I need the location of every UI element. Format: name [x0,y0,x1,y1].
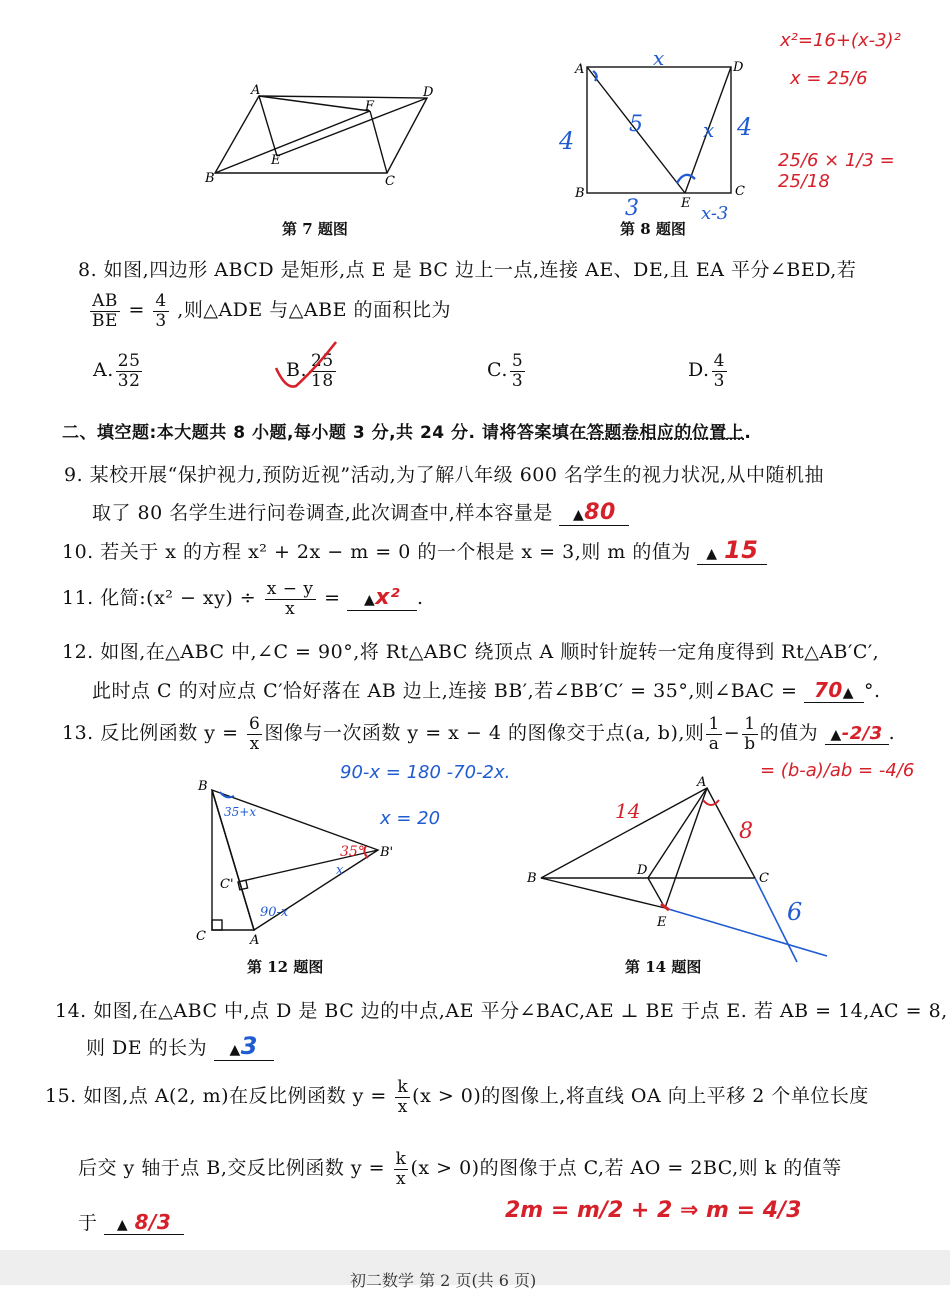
fig8-label-a: A [575,62,585,77]
footer-text: 初二数学 第 2 页(共 6 页) [350,1271,537,1290]
q8-option-c[interactable]: C. $\frac{5}{3}$ [487,351,524,391]
figure-8 [555,45,785,225]
figure-7 [195,78,445,193]
fig14-caption: 第 14 题图 [625,958,702,976]
q8-cond-eq: = [128,299,145,322]
q9-line1: 9. 某校开展“保护视力,预防近视”活动,为了解八年级 600 名学生的视力状况,从中随机抽 [64,464,825,486]
q9-answer: 80 [584,500,616,525]
q13-answer: -2/3 [841,723,883,745]
fig14-hw-6: 6 [787,898,803,926]
section2-emphasis: 答题卷相应的位置上 [586,423,745,443]
q11-answer: x² [375,585,401,611]
fig8-hw-de: x [703,118,715,142]
fig8-hw-be: 3 [625,196,639,221]
q14-answer-blank[interactable]: ▲3 [214,1032,274,1061]
q8-cond-rest: ,则△ADE 与△ABE 的面积比为 [177,299,452,322]
q9-line2: 取了 80 名学生进行问卷调查,此次调查中,样本容量是 ▲80 [92,498,629,526]
fig8-caption: 第 8 题图 [620,220,686,238]
fig14-label-b: B [527,871,537,886]
side-note-line1: x²=16+(x-3)² [780,30,901,51]
fig7-label-a: A [251,83,261,98]
q10-answer: 15 [724,536,759,564]
q14-answer: 3 [240,1032,258,1060]
q8-condition [88,292,451,330]
fig8-label-e: E [681,196,691,211]
q15-line2: 后交 y 轴于点 B,交反比例函数 y = $\frac{k}{x}$ (x > 0)的图像于点 C,若 AO = 2BC,则 k 的值等 [78,1149,842,1189]
fig12-label-c-prime: C' [220,877,234,892]
fig12-hw-x: x [336,863,344,878]
fig14-label-e: E [657,915,667,930]
q8-cond-den: BE [92,310,118,331]
fig7-label-e: E [271,153,281,168]
fig7-label-c: C [385,174,395,189]
fig8-hw-ec: x-3 [701,203,729,224]
fig14-hw-14: 14 [615,799,641,823]
q11-line: 11. 化简:(x² − xy) ÷ $\frac{x - y}{x}$ = ▲x² . [62,579,424,619]
fig8-hw-top: x [653,46,665,70]
q14-line1: 14. 如图,在△ABC 中,点 D 是 BC 边的中点,AE 平分∠BAC,AE ⊥ BE 于点 E. 若 AB = 14,AC = 8, [55,1000,948,1022]
fig12-label-b: B [198,779,208,794]
q9-answer-blank[interactable]: ▲80 [559,500,629,526]
fig12-label-b-prime: B' [380,845,394,860]
q10-line: 10. 若关于 x 的方程 x² + 2x − m = 0 的一个根是 x = 3,则 m 的值为 ▲ 15 [62,536,767,565]
fig8-hw-ae: 5 [629,112,643,137]
q13-answer-blank[interactable]: ▲-2/3 [825,722,889,745]
fig7-label-d: D [423,85,434,100]
q10-answer-blank[interactable]: ▲ 15 [697,536,767,565]
q8-check-mark [272,338,342,398]
q15-answer: 8/3 [134,1210,172,1234]
q8-option-b[interactable]: B. $\frac{25}{18}$ [286,351,334,391]
fig8-label-d: D [733,60,744,75]
q8-option-a[interactable]: A. $\frac{25}{32}$ [93,351,141,391]
fig12-hw-angle-a: 90-x [260,905,289,920]
side-note-line2: x = 25/6 [790,68,868,89]
page-footer [0,1250,950,1290]
fig14-label-a: A [697,775,707,790]
fig8-hw-right: 4 [737,113,753,141]
q12-answer-blank[interactable]: 70▲ [804,678,864,703]
fig7-label-f: F [365,99,375,114]
q8-cond-vnum: 4 [155,291,167,311]
fig14-label-c: C [759,871,769,886]
q12-work-line2: x = 20 [380,808,441,829]
fig12-hw-angle-b: 35+x [224,805,257,819]
fig12-label-c: C [196,929,206,944]
q8-cond-num: AB [90,292,120,312]
fig8-hw-left: 4 [559,127,575,155]
q12-line2: 此时点 C 的对应点 C′恰好落在 AB 边上,连接 BB′,若∠BB′C′ = 35°,则∠BAC = 70▲ °. [92,678,881,702]
q14-line2: 则 DE 的长为 ▲3 [86,1032,274,1061]
fig12-label-a: A [250,933,260,948]
q8-cond-vden: 3 [155,310,167,331]
side-note-line3: 25/6 × 1/3 = 25/18 [778,150,895,192]
q8-option-d[interactable]: D. $\frac{4}{3}$ [688,351,725,391]
fig7-caption: 第 7 题图 [282,220,348,238]
q15-work: 2m = m/2 + 2 ⇒ m = 4/3 [505,1198,802,1223]
figure-14 [525,770,835,965]
q11-answer-blank[interactable]: ▲x² [347,585,417,611]
q15-line1: 15. 如图,点 A(2, m)在反比例函数 y = $\frac{k}{x}$ (x > 0)的图像上,将直线 OA 向上平移 2 个单位长度 [45,1077,869,1117]
fig7-label-b: B [205,171,215,186]
q12-answer: 70 [813,678,843,702]
q13-work: = (b-a)/ab = -4/6 [760,760,915,781]
q15-answer-blank[interactable]: ▲ 8/3 [104,1210,184,1235]
fig14-hw-8: 8 [739,819,753,844]
section2-title: 二、填空题:本大题共 8 小题,每小题 3 分,共 24 分. 请将答案填在答题卷相应的位置上. [62,423,752,443]
fig14-label-d: D [637,863,648,878]
q12-line1: 12. 如图,在△ABC 中,∠C = 90°,将 Rt△ABC 绕顶点 A 顺时针旋转一定角度得到 Rt△AB′C′, [62,641,880,663]
q13-line: 13. 反比例函数 y = $\frac{6}{x}$ 图像与一次函数 y = x − 4 的图像交于点(a, b),则 $\frac{1}{a}$ − $\frac{1}{b}$ 的值为 ▲-2/3 . [62,714,896,754]
fig12-hw-35: 35° [340,844,365,860]
fig8-label-b: B [575,186,585,201]
fig12-caption: 第 12 题图 [247,958,324,976]
fig8-label-c: C [735,184,745,199]
q15-line3: 于 ▲ 8/3 [78,1208,184,1235]
q8-text: 8. 如图,四边形 ABCD 是矩形,点 E 是 BC 边上一点,连接 AE、DE,且 EA 平分∠BED,若 [78,259,857,281]
figure-12 [190,778,410,953]
q12-work-line1: 90-x = 180 -70-2x. [340,762,511,783]
